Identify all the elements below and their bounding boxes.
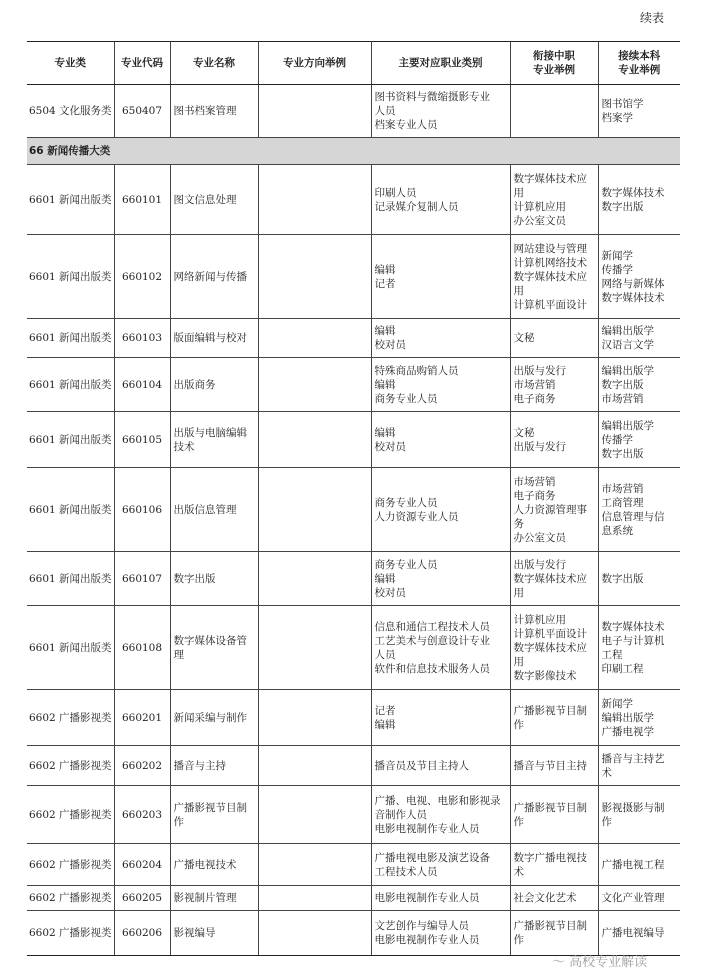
table-row	[27, 319, 680, 358]
jobs-cell: 特殊商品购销人员 编辑 商务专业人员	[371, 358, 510, 412]
category-cell: 6601 新闻出版类	[27, 412, 114, 468]
category-cell: 6602 广播影视类	[27, 746, 114, 786]
code-cell: 660206	[114, 911, 170, 956]
table-row	[27, 606, 680, 690]
direction-cell	[258, 358, 371, 412]
table-body	[27, 85, 680, 956]
name-cell: 影视制片管理	[170, 886, 258, 911]
bachelor-cell: 影视摄影与制 作	[598, 786, 680, 844]
direction-cell	[258, 886, 371, 911]
jobs-cell: 信息和通信工程技术人员 工艺美术与创意设计专业 人员 软件和信息技术服务人员	[371, 606, 510, 690]
code-cell: 660203	[114, 786, 170, 844]
secondary-cell: 市场营销 电子商务 人力资源管理事 务 办公室文员	[510, 468, 598, 552]
continued-label: 续表	[640, 11, 665, 25]
bachelor-cell: 新闻学 编辑出版学 广播电视学	[598, 690, 680, 746]
jobs-cell: 编辑 校对员	[371, 319, 510, 358]
table-row	[27, 911, 680, 956]
table-row	[27, 746, 680, 786]
bachelor-cell: 市场营销 工商管理 信息管理与信 息系统	[598, 468, 680, 552]
bachelor-cell: 文化产业管理	[598, 886, 680, 911]
category-cell: 6602 广播影视类	[27, 886, 114, 911]
secondary-cell: 文秘	[510, 319, 598, 358]
section-row	[27, 138, 680, 165]
table-header-row	[27, 42, 680, 85]
code-cell: 660105	[114, 412, 170, 468]
bachelor-cell: 播音与主持艺 术	[598, 746, 680, 786]
code-cell: 660107	[114, 552, 170, 606]
name-cell: 出版商务	[170, 358, 258, 412]
table-row	[27, 886, 680, 911]
secondary-cell: 社会文化艺术	[510, 886, 598, 911]
bachelor-cell: 编辑出版学 数字出版 市场营销	[598, 358, 680, 412]
jobs-cell: 商务专业人员 编辑 校对员	[371, 552, 510, 606]
category-cell: 6602 广播影视类	[27, 844, 114, 886]
bachelor-cell: 编辑出版学 传播学 数字出版	[598, 412, 680, 468]
secondary-cell: 数字广播电视技 术	[510, 844, 598, 886]
secondary-cell: 文秘 出版与发行	[510, 412, 598, 468]
jobs-cell: 文艺创作与编导人员 电影电视制作专业人员	[371, 911, 510, 956]
jobs-cell: 电影电视制作专业人员	[371, 886, 510, 911]
table-row	[27, 468, 680, 552]
name-cell: 数字出版	[170, 552, 258, 606]
direction-cell	[258, 235, 371, 319]
code-cell: 660202	[114, 746, 170, 786]
secondary-cell: 数字媒体技术应 用 计算机应用 办公室文员	[510, 165, 598, 235]
header-name: 专业名称	[170, 42, 258, 85]
jobs-cell: 广播、电视、电影和影视录 音制作人员 电影电视制作专业人员	[371, 786, 510, 844]
header-bachelor: 接续本科 专业举例	[598, 42, 680, 85]
secondary-cell: 计算机应用 计算机平面设计 数字媒体技术应 用 数字影像技术	[510, 606, 598, 690]
code-cell: 660108	[114, 606, 170, 690]
name-cell: 版面编辑与校对	[170, 319, 258, 358]
name-cell: 出版与电脑编辑 技术	[170, 412, 258, 468]
jobs-cell: 商务专业人员 人力资源专业人员	[371, 468, 510, 552]
bachelor-cell: 图书馆学 档案学	[598, 85, 680, 138]
bachelor-cell: 广播电视编导	[598, 911, 680, 956]
jobs-cell: 播音员及节目主持人	[371, 746, 510, 786]
table-row	[27, 358, 680, 412]
bachelor-cell: 数字媒体技术 数字出版	[598, 165, 680, 235]
jobs-cell: 图书资料与微缩摄影专业 人员 档案专业人员	[371, 85, 510, 138]
category-cell: 6601 新闻出版类	[27, 165, 114, 235]
direction-cell	[258, 319, 371, 358]
bachelor-cell: 新闻学 传播学 网络与新媒体 数字媒体技术	[598, 235, 680, 319]
jobs-cell: 编辑 校对员	[371, 412, 510, 468]
watermark: 〜 高校专业解读	[552, 955, 648, 970]
code-cell: 660205	[114, 886, 170, 911]
secondary-cell: 网站建设与管理 计算机网络技术 数字媒体技术应 用 计算机平面设计	[510, 235, 598, 319]
name-cell: 广播影视节目制 作	[170, 786, 258, 844]
header-category: 专业类	[27, 42, 114, 85]
direction-cell	[258, 552, 371, 606]
code-cell: 660103	[114, 319, 170, 358]
direction-cell	[258, 690, 371, 746]
secondary-cell: 出版与发行 市场营销 电子商务	[510, 358, 598, 412]
category-cell: 6602 广播影视类	[27, 911, 114, 956]
code-cell: 660102	[114, 235, 170, 319]
bachelor-cell: 广播电视工程	[598, 844, 680, 886]
category-cell: 6601 新闻出版类	[27, 468, 114, 552]
name-cell: 网络新闻与传播	[170, 235, 258, 319]
direction-cell	[258, 165, 371, 235]
jobs-cell: 印刷人员 记录媒介复制人员	[371, 165, 510, 235]
secondary-cell: 广播影视节目制 作	[510, 911, 598, 956]
direction-cell	[258, 85, 371, 138]
header-code: 专业代码	[114, 42, 170, 85]
name-cell: 广播电视技术	[170, 844, 258, 886]
table-row	[27, 235, 680, 319]
code-cell: 660204	[114, 844, 170, 886]
direction-cell	[258, 746, 371, 786]
name-cell: 新闻采编与制作	[170, 690, 258, 746]
jobs-cell: 编辑 记者	[371, 235, 510, 319]
code-cell: 660104	[114, 358, 170, 412]
secondary-cell: 广播影视节目制 作	[510, 690, 598, 746]
bachelor-cell: 编辑出版学 汉语言文学	[598, 319, 680, 358]
name-cell: 播音与主持	[170, 746, 258, 786]
direction-cell	[258, 606, 371, 690]
name-cell: 图书档案管理	[170, 85, 258, 138]
header-direction: 专业方向举例	[258, 42, 371, 85]
direction-cell	[258, 844, 371, 886]
majors-table	[27, 41, 680, 956]
table-row	[27, 844, 680, 886]
direction-cell	[258, 911, 371, 956]
category-cell: 6504 文化服务类	[27, 85, 114, 138]
table-row	[27, 690, 680, 746]
jobs-cell: 记者 编辑	[371, 690, 510, 746]
category-cell: 6601 新闻出版类	[27, 235, 114, 319]
code-cell: 660201	[114, 690, 170, 746]
category-cell: 6601 新闻出版类	[27, 358, 114, 412]
secondary-cell: 播音与节目主持	[510, 746, 598, 786]
jobs-cell: 广播电视电影及演艺设备 工程技术人员	[371, 844, 510, 886]
direction-cell	[258, 786, 371, 844]
header-secondary: 衔接中职 专业举例	[510, 42, 598, 85]
category-cell: 6602 广播影视类	[27, 786, 114, 844]
header-jobs: 主要对应职业类别	[371, 42, 510, 85]
name-cell: 图文信息处理	[170, 165, 258, 235]
direction-cell	[258, 412, 371, 468]
direction-cell	[258, 468, 371, 552]
code-cell: 660101	[114, 165, 170, 235]
table-row	[27, 786, 680, 844]
category-cell: 6601 新闻出版类	[27, 606, 114, 690]
secondary-cell: 出版与发行 数字媒体技术应 用	[510, 552, 598, 606]
table-row	[27, 552, 680, 606]
name-cell: 出版信息管理	[170, 468, 258, 552]
category-cell: 6601 新闻出版类	[27, 319, 114, 358]
name-cell: 数字媒体设备管 理	[170, 606, 258, 690]
table-row	[27, 165, 680, 235]
table-row	[27, 412, 680, 468]
code-cell: 660106	[114, 468, 170, 552]
code-cell: 650407	[114, 85, 170, 138]
secondary-cell: 广播影视节目制 作	[510, 786, 598, 844]
name-cell: 影视编导	[170, 911, 258, 956]
category-cell: 6602 广播影视类	[27, 690, 114, 746]
secondary-cell	[510, 85, 598, 138]
bachelor-cell: 数字出版	[598, 552, 680, 606]
section-title: 66 新闻传播大类	[27, 138, 680, 165]
category-cell: 6601 新闻出版类	[27, 552, 114, 606]
table-row	[27, 85, 680, 138]
bachelor-cell: 数字媒体技术 电子与计算机 工程 印刷工程	[598, 606, 680, 690]
